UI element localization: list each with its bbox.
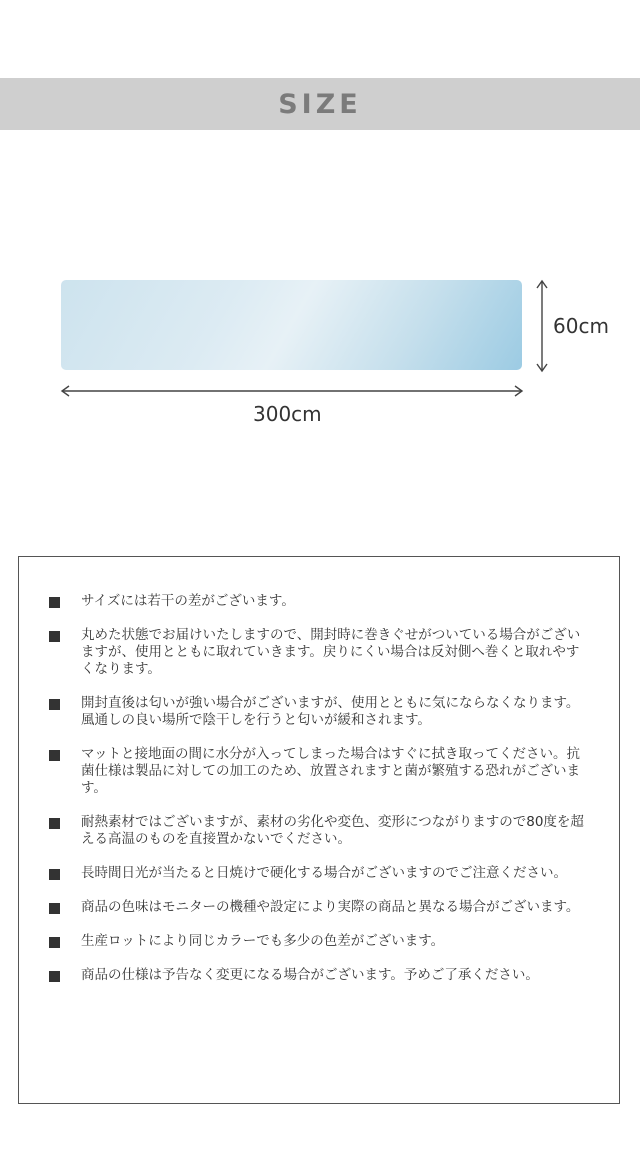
note-text: 耐熱素材ではございますが、素材の劣化や変色、変形につながりますので80度を超える高温のものを直接置かないでください。 <box>81 814 584 847</box>
note-text: 長時間日光が当たると日焼けで硬化する場合がございますのでご注意ください。 <box>81 865 567 881</box>
note-text: サイズには若干の差がございます。 <box>81 593 295 609</box>
square-bullet-icon <box>49 631 60 642</box>
height-arrow-icon <box>534 278 550 374</box>
note-item <box>49 967 589 984</box>
width-label: 300cm <box>253 402 322 426</box>
note-text: 開封直後は匂いが強い場合がございますが、使用とともに気にならなくなります。風通しの良い場所で陰干しを行うと匂いが緩和されます。 <box>81 695 580 728</box>
mat-illustration <box>61 280 522 370</box>
note-text: 生産ロットにより同じカラーでも多少の色差がございます。 <box>81 933 445 949</box>
note-item <box>49 814 589 848</box>
note-item <box>49 627 589 678</box>
square-bullet-icon <box>49 699 60 710</box>
notes-list <box>19 557 619 984</box>
note-item <box>49 695 589 729</box>
width-arrow-icon <box>58 383 526 399</box>
square-bullet-icon <box>49 971 60 982</box>
note-text: 商品の色味はモニターの機種や設定により実際の商品と異なる場合がございます。 <box>81 899 580 915</box>
size-header-band <box>0 78 640 130</box>
note-text: マットと接地面の間に水分が入ってしまった場合はすぐに拭き取ってください。抗菌仕様は製品に対しての加工のため、放置されますと菌が繁殖する恐れがございます。 <box>81 746 580 796</box>
note-item <box>49 865 589 882</box>
note-text: 丸めた状態でお届けいたしますので、開封時に巻きぐせがついている場合がございますが、使用とともに取れていきます。戻りにくい場合は反対側へ巻くと取れやすくなります。 <box>81 627 581 677</box>
square-bullet-icon <box>49 597 60 608</box>
note-item <box>49 899 589 916</box>
note-item <box>49 746 589 797</box>
square-bullet-icon <box>49 903 60 914</box>
note-item <box>49 593 589 610</box>
square-bullet-icon <box>49 750 60 761</box>
size-title: SIZE <box>278 88 362 120</box>
square-bullet-icon <box>49 818 60 829</box>
square-bullet-icon <box>49 937 60 948</box>
notes-box <box>18 556 620 1104</box>
square-bullet-icon <box>49 869 60 880</box>
note-text: 商品の仕様は予告なく変更になる場合がございます。予めご了承ください。 <box>81 967 539 983</box>
note-item <box>49 933 589 950</box>
height-label: 60cm <box>553 314 609 338</box>
